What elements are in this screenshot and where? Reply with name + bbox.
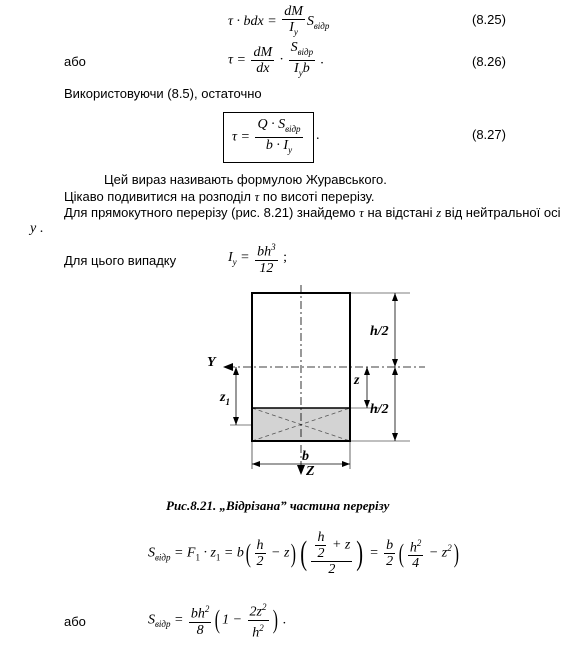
figure-caption: Рис.8.21. „Відрізана” частина перерізу: [166, 498, 390, 513]
equation-8-25: τ · bdx = $\frac{dM}{I_y}$ $S_{відр}$: [228, 4, 330, 37]
period-8-27: .: [316, 128, 320, 143]
equation-s-vidr: $S_{відр} = F_1 \cdot z_1 = b$( $\frac{h}{2}$ − z) ( $\frac{h}{2}$ + z 2 ) = $\frac{b}{2}$ ( $\frac{h^2}{4}$ − $z^2$): [148, 530, 459, 577]
label-Z: Z: [306, 464, 315, 479]
equation-number-8-27: (8.27): [472, 127, 506, 142]
paragraph-rectangular: Для прямокутного перерізу (рис. 8.21) знайдемо τ на відстані z від нейтральної осі: [64, 205, 561, 220]
label-b: b: [302, 449, 309, 464]
paragraph-distribution: Цікаво подивитися на розподіл τ по висоті перерізу.: [64, 189, 375, 204]
equation-number-8-25: (8.25): [472, 12, 506, 27]
label-Y: Y: [207, 355, 216, 370]
abo-label-2: або: [64, 614, 86, 629]
equation-s-vidr-final: $S_{відр}$ = $\frac{bh^2}{8}$ ( 1 − $\frac{2z^2}{h^2}$ ) .: [148, 602, 287, 641]
equation-number-8-26: (8.26): [472, 54, 506, 69]
paragraph-using: Використовуючи (8.5), остаточно: [64, 86, 262, 101]
paragraph-case: Для цього випадку: [64, 253, 177, 268]
equation-8-26: τ = $\frac{dM}{dx}$ · $\frac{S_{відр}}{I_yb}$ .: [228, 40, 325, 78]
paragraph-formula-name: Цей вираз називають формулою Журавського.: [104, 172, 387, 187]
label-h-half-top: h/2: [370, 324, 389, 339]
label-z: z: [354, 373, 360, 388]
y-axis-inline: y .: [30, 221, 44, 236]
abo-label-1: або: [64, 54, 86, 69]
cross-section-figure: [195, 285, 425, 485]
label-z1: $z_1$: [220, 390, 230, 407]
equation-inertia: $I_y$ = $\frac{bh^3}{12}$ ;: [228, 242, 288, 276]
label-h-half-bottom: h/2: [370, 402, 389, 417]
equation-8-27-box: τ = $\frac{Q \cdot S_{відр}}{b \cdot I_y}$: [223, 112, 314, 163]
